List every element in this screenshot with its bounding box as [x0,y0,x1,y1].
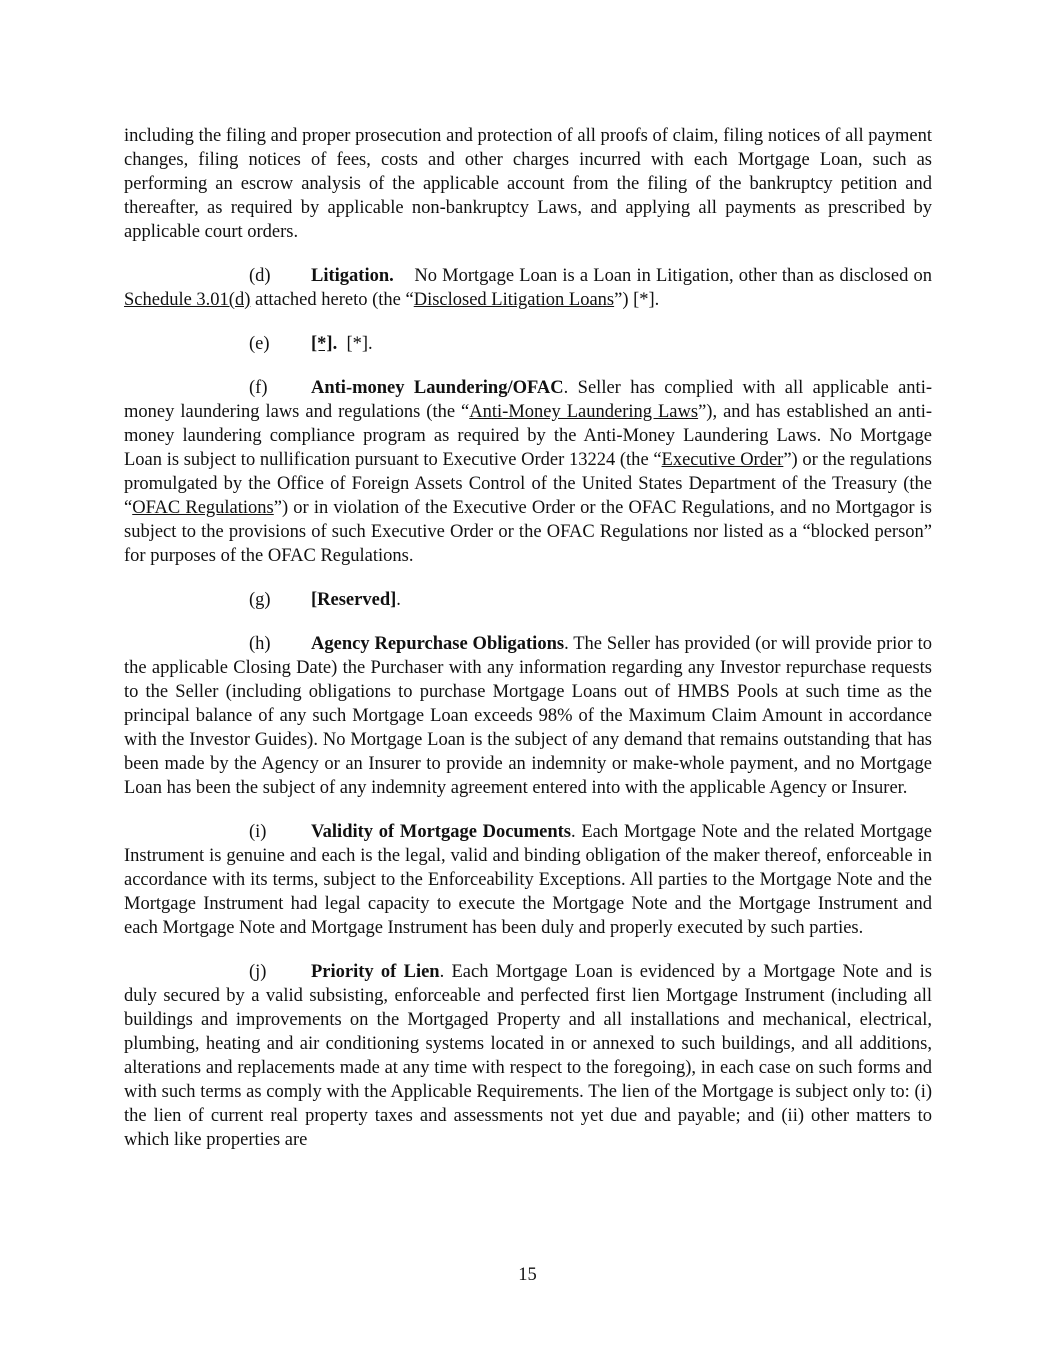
section-number: (f) [249,378,268,398]
section-e: (e) [*]. [*]. [249,334,373,354]
section-number: (j) [249,962,267,982]
section-d: (d) Litigation. No Mortgage Loan is a Loan in Litigation, other than as disclosed on Schedule 3.01(d) attached hereto (the “Disclosed Litigation Loans”) [*]. [124,266,932,310]
section-h [124,632,932,800]
section-g: (g) [Reserved]. [249,590,401,610]
section-heading: [*] [311,334,333,354]
section-number: (h) [249,634,271,654]
section-heading: Validity of Mortgage Documents [311,822,571,842]
section-heading: Anti-money Laundering/OFAC [311,378,564,398]
document-body [124,124,932,1172]
section-text: . Each Mortgage Loan is evidenced by a Mortgage Note and is duly secured by a valid subsisting, enforceable and perfected first lien Mortgage Instrument (including all buildings and improvements on the Mortgaged Property and all installations and mechanical, electrical, plumbing, heating and air conditioning systems located in or annexed to such buildings, and all additions, alterations and replacements made at any time with respect to the foregoing), in each case on such forms and with such terms as comply with the Applicable Requirements. The lien of the Mortgage is subject only to: (i) the lien of current real property taxes and assessments not yet due and payable; and (ii) other matters to which like properties are [124,962,932,1150]
section-heading: Agency Repurchase Obligations [311,634,565,654]
section-number: (i) [249,822,267,842]
section-j [124,960,932,1152]
defined-term: Executive Order [661,450,784,470]
section-number: (g) [249,590,271,610]
section-number: (e) [249,334,270,354]
schedule-reference: Schedule 3.01(d) [124,290,251,310]
intro-paragraph: including the filing and proper prosecution and protection of all proofs of claim, filing notices of all payment changes, filing notices of fees, costs and other charges incurred with each Mortgage Loan, such as performing an escrow analysis of the applicable account from the filing of the bankruptcy petition and thereafter, as required by applicable non-bankruptcy Laws, and applying all payments as prescribed by applicable court orders. [124,126,932,242]
section-i [124,820,932,940]
section-heading: [Reserved] [311,590,397,610]
defined-term: Anti-Money Laundering Laws [469,402,699,422]
section-heading: Litigation. [311,266,394,286]
section-f: (f) Anti-money Laundering/OFAC. Seller has complied with all applicable anti-money laundering laws and regulations (the “Anti-Money Laundering Laws”), and has established an anti-money laundering compliance program as required by the Anti-Money Laundering Laws. No Mortgage Loan is subject to nullification pursuant to Executive Order 13224 (the “Executive Order”) or the regulations promulgated by the Office of Foreign Assets Control of the United States Department of the Treasury (the “OFAC Regulations”) or in violation of the Executive Order or the OFAC Regulations, and no Mortgagor is subject to the provisions of such Executive Order or the OFAC Regulations nor listed as a “blocked person” for purposes of the OFAC Regulations. [124,378,933,566]
section-text: . The Seller has provided (or will provide prior to the applicable Closing Date) the Purchaser with any information regarding any Investor repurchase requests to the Seller (including obligations to purchase Mortgage Loans out of HMBS Pools at such time as the principal balance of any such Mortgage Loan exceeds 98% of the Maximum Claim Amount in accordance with the Investor Guides). No Mortgage Loan is the subject of any demand that remains outstanding that has been made by the Agency or an Insurer to provide an indemnity or make-whole payment, and no Mortgage Loan has been the subject of any indemnity agreement entered into with the applicable Agency or Insurer. [124,634,932,798]
section-heading: Priority of Lien [311,962,440,982]
section-number: (d) [249,266,271,286]
section-text: . Each Mortgage Note and the related Mortgage Instrument is genuine and each is the legal, valid and binding obligation of the maker thereof, enforceable in accordance with its terms, subject to the Enforceability Exceptions. All parties to the Mortgage Note and the Mortgage Instrument had legal capacity to execute the Mortgage Note and the Mortgage Instrument and each Mortgage Note and Mortgage Instrument has been duly and properly executed by such parties. [124,822,932,938]
defined-term: OFAC Regulations [132,498,274,518]
defined-term: Disclosed Litigation Loans [413,290,615,310]
page-number: 15 [518,1265,537,1285]
